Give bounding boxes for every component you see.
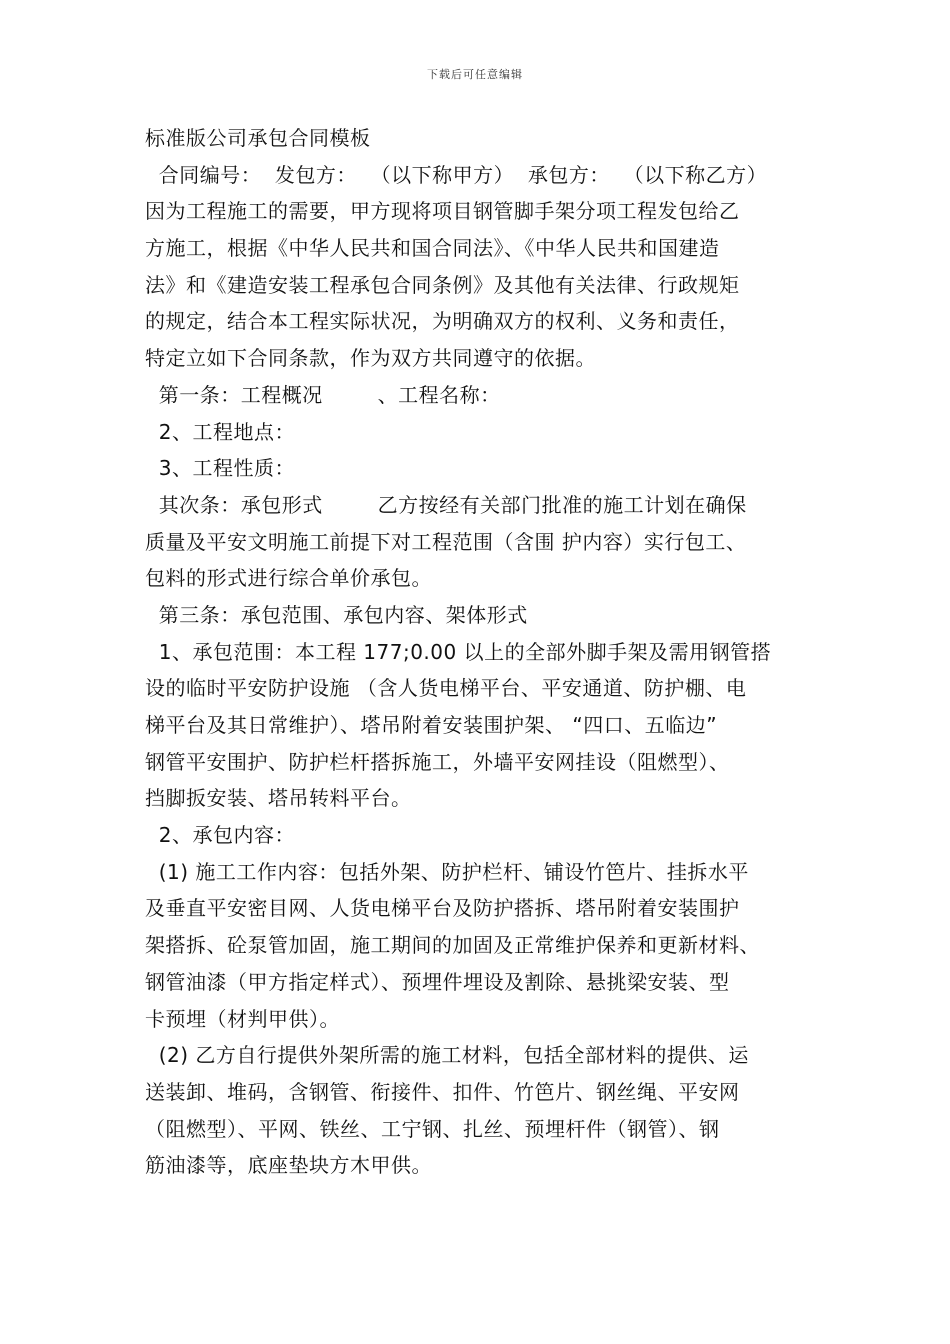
sub-item-1: (1) 施工工作内容：包括外架、防护栏杆、铺设竹笆片、挂拆水平 [145, 859, 749, 884]
paragraph-line: 包料的形式进行综合单价承包。 [145, 566, 432, 591]
paragraph-line: 质量及平安文明施工前提下对工程范围（含围 护内容）实行包工、 [145, 529, 747, 554]
paragraph-line: 法》和《建造安装工程承包合同条例》及其他有关法律、行政规矩 [145, 272, 740, 297]
article-3-heading: 第三条：承包范围、承包内容、架体形式 [145, 602, 528, 627]
paragraph-line: 筋油漆等，底座垫块方木甲供。 [145, 1153, 432, 1178]
paragraph-line: 钢管油漆（甲方指定样式）、预埋件埋设及割除、悬挑梁安装、型 [145, 969, 730, 994]
article-3-item-1: 1、承包范围：本工程 177;0.00 以上的全部外脚手架及需用钢管搭 [145, 639, 772, 664]
paragraph-line: 送装卸、堆码，含钢管、衔接件、扣件、竹笆片、钢丝绳、平安网 [145, 1079, 740, 1104]
document-body [145, 120, 815, 1184]
document-title: 标准版公司承包合同模板 [145, 126, 371, 150]
article-1-item-2: 2、工程地点： [145, 419, 295, 444]
article-3-item-2: 2、承包内容： [145, 823, 295, 848]
contract-parties-line: 合同编号： 发包方： （以下称甲方） 承包方： （以下称乙方） [145, 162, 768, 187]
header-note: 下载后可任意编辑 [427, 68, 523, 81]
paragraph-line: 挡脚扳安装、塔吊转料平台。 [145, 786, 412, 811]
paragraph-line: 钢管平安围护、防护栏杆搭拆施工，外墙平安网挂设（阻燃型）、 [145, 749, 730, 774]
paragraph-line: （阻燃型）、平网、铁丝、工宁钢、扎丝、预埋杆件（钢管）、钢 [145, 1116, 720, 1141]
paragraph-line: 的规定，结合本工程实际状况，为明确双方的权利、义务和责任， [145, 309, 740, 334]
paragraph-line: 梯平台及其日常维护）、塔吊附着安装围护架、 “四口、五临边” [145, 713, 718, 737]
article-1-item-3: 3、工程性质： [145, 456, 295, 481]
paragraph-line: 特定立如下合同条款，作为双方共同遵守的依据。 [145, 346, 596, 371]
paragraph-line: 架搭拆、砼泵管加固，施工期间的加固及正常维护保养和更新材料、 [145, 933, 760, 958]
paragraph-line: 设的临时平安防护设施 （含人货电梯平台、平安通道、防护棚、电 [145, 676, 747, 701]
sub-item-2: (2) 乙方自行提供外架所需的施工材料，包括全部材料的提供、运 [145, 1043, 749, 1068]
article-2-heading: 其次条：承包形式 乙方按经有关部门批准的施工计划在确保 [145, 492, 747, 517]
paragraph-line: 因为工程施工的需要，甲方现将项目钢管脚手架分项工程发包给乙 [145, 199, 740, 224]
paragraph-line: 及垂直平安密目网、人货电梯平台及防护搭拆、塔吊附着安装围护 [145, 896, 740, 921]
paragraph-line: 卡预埋（材判甲供）。 [145, 1006, 340, 1031]
paragraph-line: 方施工，根据《中华人民共和国合同法》、《中华人民共和国建造 [145, 236, 720, 261]
article-1-heading: 第一条：工程概况 、工程名称： [145, 382, 501, 407]
